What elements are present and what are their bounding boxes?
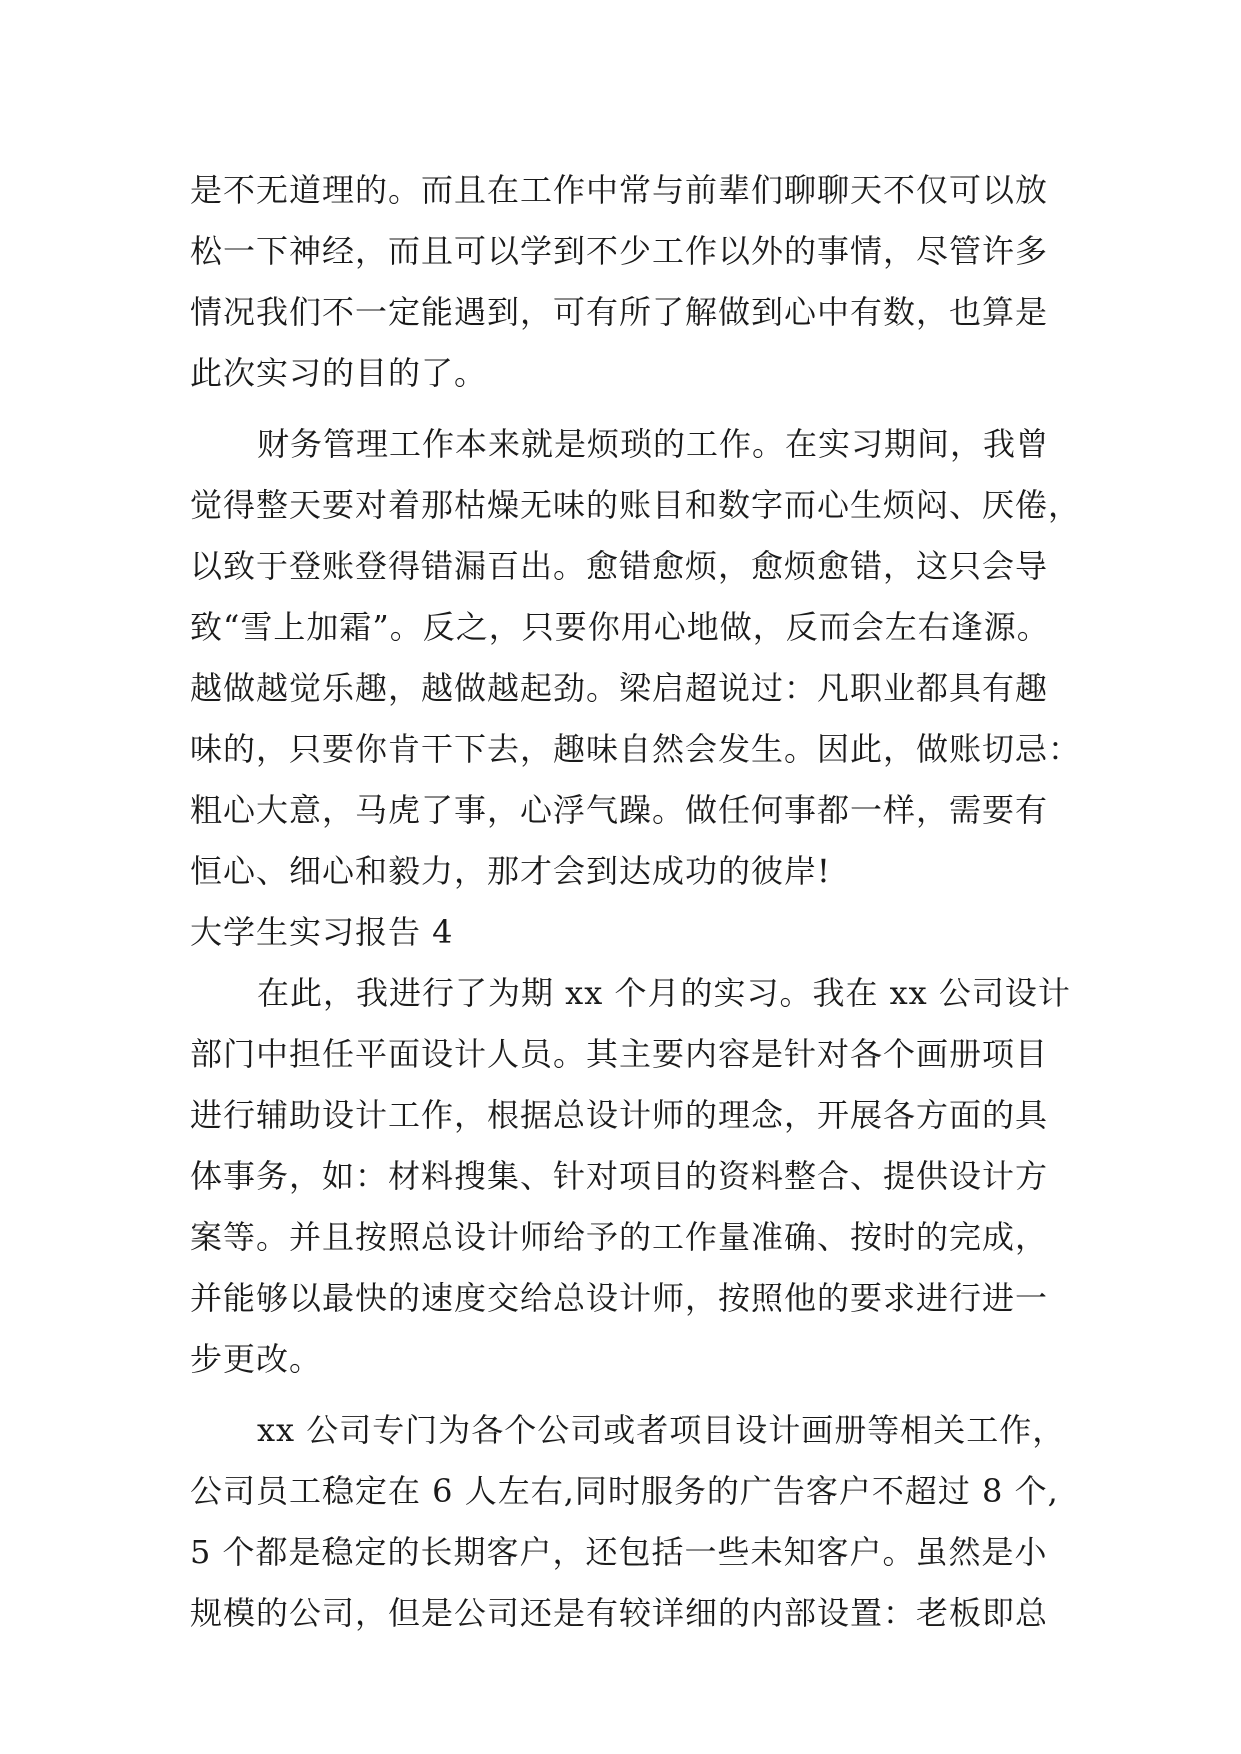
text-line: 体事务，如：材料搜集、针对项目的资料整合、提供设计方 bbox=[190, 1157, 1049, 1195]
text-line: 越做越觉乐趣，越做越起劲。梁启超说过：凡职业都具有趣 bbox=[190, 669, 1049, 707]
paragraph-intro bbox=[190, 963, 1070, 1390]
text-line: 粗心大意，马虎了事，心浮气躁。做任何事都一样，需要有 bbox=[190, 791, 1049, 829]
paragraph-company bbox=[190, 1400, 1070, 1644]
text-line: 在此，我进行了为期 xx 个月的实习。我在 xx 公司设计 bbox=[257, 974, 1071, 1012]
text-line: 并能够以最快的速度交给总设计师，按照他的要求进行进一 bbox=[190, 1279, 1049, 1317]
text-line: 部门中担任平面设计人员。其主要内容是针对各个画册项目 bbox=[190, 1035, 1049, 1073]
text-line: 进行辅助设计工作，根据总设计师的理念，开展各方面的具 bbox=[190, 1096, 1049, 1134]
text-line: 此次实习的目的了。 bbox=[190, 354, 488, 392]
text-line: 财务管理工作本来就是烦琐的工作。在实习期间，我曾 bbox=[257, 425, 1050, 463]
text-line: 是不无道理的。而且在工作中常与前辈们聊聊天不仅可以放 bbox=[190, 171, 1049, 209]
text-line: 公司员工稳定在 6 人左右,同时服务的广告客户不超过 8 个, bbox=[190, 1472, 1059, 1510]
document-body bbox=[190, 160, 1082, 1644]
text-line: 恒心、细心和毅力，那才会到达成功的彼岸! bbox=[190, 852, 831, 890]
text-line: 味的，只要你肯干下去，趣味自然会发生。因此，做账切忌： bbox=[190, 730, 1082, 768]
text-line: 步更改。 bbox=[190, 1340, 323, 1378]
text-line: 情况我们不一定能遇到，可有所了解做到心中有数，也算是 bbox=[190, 293, 1049, 331]
paragraph-continued bbox=[190, 160, 1070, 404]
section-heading: 大学生实习报告 4 bbox=[190, 913, 454, 951]
text-line: 松一下神经，而且可以学到不少工作以外的事情，尽管许多 bbox=[190, 232, 1049, 270]
text-line: xx 公司专门为各个公司或者项目设计画册等相关工作， bbox=[257, 1411, 1066, 1449]
paragraph-finance bbox=[190, 414, 1082, 902]
text-line: 觉得整天要对着那枯燥无味的账目和数字而心生烦闷、厌倦， bbox=[190, 486, 1082, 524]
text-line: 以致于登账登得错漏百出。愈错愈烦，愈烦愈错，这只会导 bbox=[190, 547, 1049, 585]
text-line: 致“雪上加霜”。反之，只要你用心地做，反而会左右逢源。 bbox=[190, 608, 1050, 646]
text-line: 规模的公司，但是公司还是有较详细的内部设置：老板即总 bbox=[190, 1594, 1049, 1632]
text-line: 案等。并且按照总设计师给予的工作量准确、按时的完成， bbox=[190, 1218, 1049, 1256]
text-line: 5 个都是稳定的长期客户，还包括一些未知客户。虽然是小 bbox=[190, 1533, 1048, 1571]
